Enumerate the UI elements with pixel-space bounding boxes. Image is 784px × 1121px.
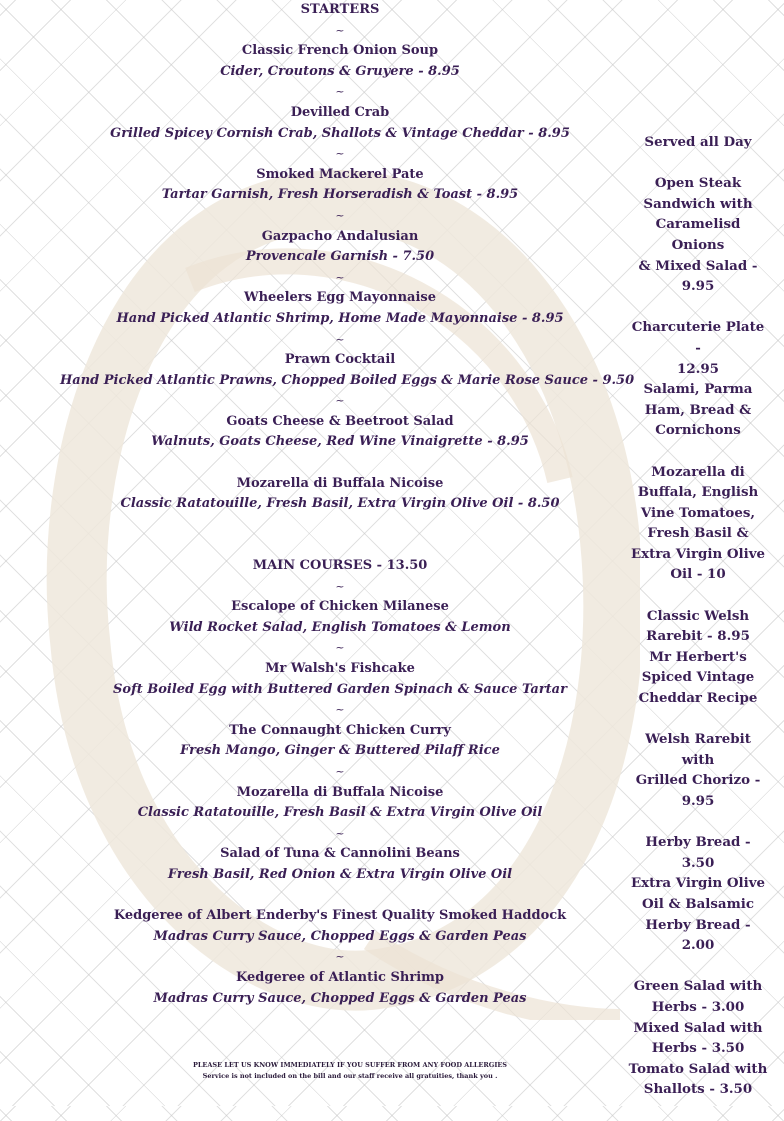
- main-name: Kedgeree of Albert Enderby's Finest Quality Smoked Haddock: [113, 908, 567, 924]
- main-name: The Connaught Chicken Curry: [229, 722, 451, 738]
- starter-desc: Cider, Croutons & Gruyere - 8.95: [220, 63, 460, 79]
- side-line: Classic Welsh: [646, 607, 750, 624]
- side-line: Cheddar Recipe: [638, 690, 758, 707]
- side-line: Herby Bread - 3.50: [645, 834, 751, 871]
- side-line: Grilled Chorizo -: [635, 772, 761, 789]
- separator: ~: [335, 332, 345, 346]
- side-line: Tomato Salad with: [628, 1060, 768, 1077]
- main-menu-column: [60, 0, 635, 1009]
- side-line: Welsh Rarebit with: [645, 731, 751, 768]
- starter-name: Smoked Mackerel Pate: [256, 166, 424, 182]
- side-line: Sandwich with: [643, 195, 753, 212]
- separator: ~: [335, 826, 345, 840]
- service-notice: Service is not included on the bill and our staff receive all gratuities, thank you .: [202, 1072, 498, 1080]
- starter-name: Devilled Crab: [290, 104, 390, 120]
- side-line: Extra Virgin Olive: [630, 875, 766, 892]
- starter-name: Prawn Cocktail: [284, 352, 396, 368]
- separator: ~: [335, 641, 345, 655]
- side-line: Vine Tomatoes,: [640, 504, 756, 521]
- starter-name: Mozarella di Buffala Nicoise: [236, 475, 444, 491]
- side-item: [628, 317, 768, 441]
- starter-desc: Classic Ratatouille, Fresh Basil, Extra Virgin Olive Oil - 8.50: [120, 496, 560, 512]
- main-desc: Wild Rocket Salad, English Tomatoes & Lemon: [169, 619, 511, 635]
- side-line: Rarebit - 8.95: [646, 628, 750, 645]
- main-name: Mr Walsh's Fishcake: [265, 661, 415, 676]
- allergy-notice: PLEASE LET US KNOW IMMEDIATELY IF YOU SUFFER FROM ANY FOOD ALLERGIES: [192, 1061, 508, 1069]
- spacer: [60, 886, 620, 907]
- footer-notice: [150, 1060, 550, 1082]
- side-line: Ham, Bread &: [644, 401, 752, 418]
- side-item: [628, 832, 768, 956]
- side-line: Open Steak: [654, 175, 742, 192]
- starter-desc: Provencale Garnish - 7.50: [245, 249, 435, 265]
- side-line: Charcuterie Plate -: [631, 319, 765, 356]
- side-item: [628, 462, 768, 586]
- side-item: [628, 173, 768, 297]
- starter-name: Gazpacho Andalusian: [261, 228, 419, 244]
- side-line: Salami, Parma: [643, 381, 753, 398]
- separator: ~: [335, 579, 345, 593]
- starter-name: Classic French Onion Soup: [241, 43, 439, 59]
- main-name: Kedgeree of Atlantic Shrimp: [236, 969, 444, 985]
- separator: ~: [335, 950, 345, 964]
- side-item: [628, 729, 768, 811]
- main-desc: Fresh Basil, Red Onion & Extra Virgin Olive Oil: [167, 866, 513, 882]
- starter-name: Wheelers Egg Mayonnaise: [243, 290, 436, 306]
- main-desc: Soft Boiled Egg with Buttered Garden Spinach & Sauce Tartar: [113, 681, 567, 697]
- starter-desc: Hand Picked Atlantic Prawns, Chopped Boiled Eggs & Marie Rose Sauce - 9.50: [60, 372, 635, 388]
- served-all-day-column: [628, 132, 768, 1121]
- spacer: [60, 453, 620, 474]
- side-line: Herbs - 3.00: [651, 998, 745, 1015]
- side-line: Herby Bread - 2.00: [645, 916, 751, 954]
- side-line: Caramelisd Onions: [655, 216, 741, 253]
- side-line: Fresh Basil &: [647, 525, 749, 542]
- side-line: Oil - 10: [670, 566, 726, 583]
- main-name: Escalope of Chicken Milanese: [231, 599, 449, 615]
- side-line: Extra Virgin Olive: [630, 545, 766, 562]
- side-line: Green Salad with: [633, 978, 763, 995]
- separator: ~: [335, 208, 345, 222]
- starter-desc: Grilled Spicey Cornish Crab, Shallots & Vintage Cheddar - 8.95: [110, 125, 570, 141]
- main-name: Mozarella di Buffala Nicoise: [236, 784, 444, 800]
- spacer: [60, 515, 620, 536]
- starter-desc: Tartar Garnish, Fresh Horseradish & Toast - 8.95: [161, 187, 519, 203]
- separator: ~: [335, 23, 345, 37]
- spacer: [60, 535, 620, 556]
- main-desc: Fresh Mango, Ginger & Buttered Pilaff Rice: [180, 743, 500, 759]
- starters-heading: STARTERS: [300, 2, 380, 17]
- side-line: Herbs - 3.50: [651, 1040, 745, 1057]
- side-item: [628, 606, 768, 709]
- starter-desc: Hand Picked Atlantic Shrimp, Home Made Mayonnaise - 8.95: [116, 310, 564, 326]
- separator: ~: [335, 85, 345, 99]
- separator: ~: [335, 764, 345, 778]
- starter-desc: Walnuts, Goats Cheese, Red Wine Vinaigrette - 8.95: [151, 434, 529, 450]
- side-line: Cornichons: [655, 422, 741, 439]
- side-line: Buffala, English: [637, 484, 759, 501]
- side-line: Mozarella di: [651, 463, 745, 480]
- separator: ~: [335, 394, 345, 408]
- side-line: Mixed Salad with: [633, 1019, 763, 1036]
- main-desc: Madras Curry Sauce, Chopped Eggs & Garden Peas: [153, 990, 527, 1006]
- main-desc: Madras Curry Sauce, Chopped Eggs & Garden Peas: [153, 928, 527, 944]
- side-line: 9.95: [681, 278, 715, 295]
- side-heading: Served all Day: [644, 134, 752, 150]
- side-line: & Mixed Salad -: [638, 257, 758, 274]
- separator: ~: [335, 270, 345, 284]
- side-line: Spiced Vintage: [641, 669, 755, 686]
- side-line: Shallots - 3.50: [643, 1081, 753, 1098]
- main-desc: Classic Ratatouille, Fresh Basil & Extra Virgin Olive Oil: [137, 805, 543, 821]
- side-item: [628, 976, 768, 1100]
- starter-name: Goats Cheese & Beetroot Salad: [226, 413, 454, 429]
- separator: ~: [335, 147, 345, 161]
- side-line: 12.95: [677, 360, 719, 377]
- side-line: 9.95: [681, 793, 715, 809]
- separator: ~: [335, 703, 345, 717]
- side-line: Mr Herbert's: [649, 648, 747, 665]
- side-line: Oil & Balsamic: [642, 895, 754, 912]
- mains-heading: MAIN COURSES - 13.50: [252, 558, 428, 574]
- main-name: Salad of Tuna & Cannolini Beans: [220, 846, 460, 862]
